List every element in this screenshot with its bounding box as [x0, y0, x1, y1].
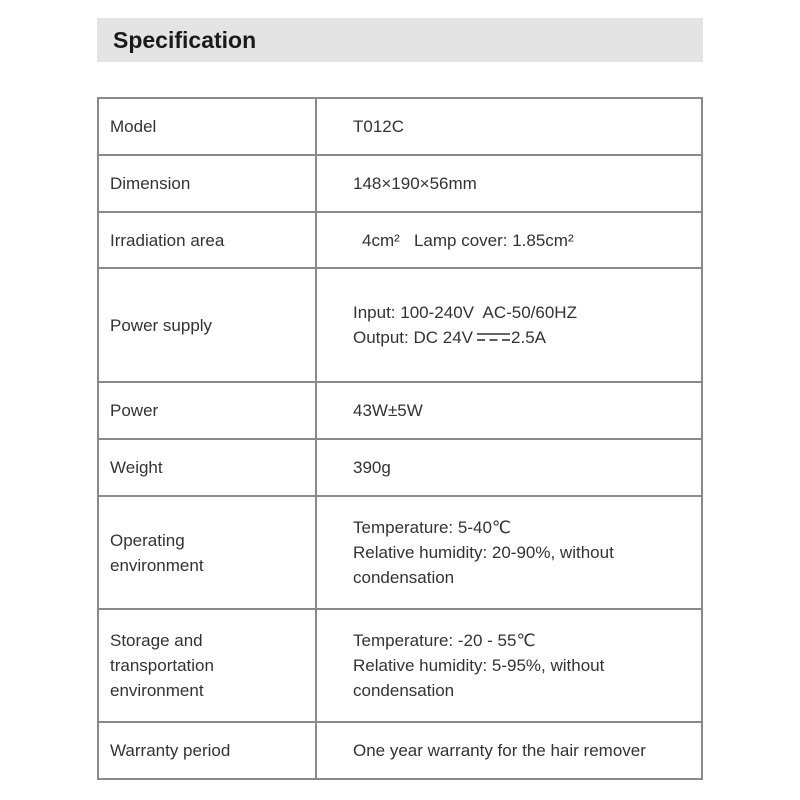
specification-title: Specification — [113, 27, 257, 53]
row-value: T012C — [316, 98, 702, 155]
row-value: Temperature: -20 - 55℃ Relative humidity: 5-95%, without condensation — [316, 609, 702, 722]
row-value: 43W±5W — [316, 382, 702, 439]
row-value: 4cm² Lamp cover: 1.85cm² — [316, 212, 702, 268]
row-label: Operating environment — [98, 496, 316, 609]
table-row-weight — [98, 439, 702, 496]
row-label: Dimension — [98, 155, 316, 212]
row-label: Power supply — [98, 268, 316, 382]
table-row-power-supply — [98, 268, 702, 382]
specification-table — [97, 97, 703, 780]
row-label: Weight — [98, 439, 316, 496]
table-row-dimension — [98, 155, 702, 212]
table-row-model — [98, 98, 702, 155]
table-row-operating-environment — [98, 496, 702, 609]
row-label: Warranty period — [98, 722, 316, 779]
row-label: Power — [98, 382, 316, 439]
row-label: Model — [98, 98, 316, 155]
row-value: 148×190×56mm — [316, 155, 702, 212]
row-label: Storage and transportation environment — [98, 609, 316, 722]
row-label: Irradiation area — [98, 212, 316, 268]
row-value: Temperature: 5-40℃ Relative humidity: 20-90%, without condensation — [316, 496, 702, 609]
table-row-power — [98, 382, 702, 439]
table-row-storage-environment — [98, 609, 702, 722]
power-output-line: Output: DC 24V 2.5A — [353, 328, 546, 347]
row-value: 390g — [316, 439, 702, 496]
row-value: Input: 100-240V AC-50/60HZ Output: DC 24V 2.5A — [316, 268, 702, 382]
specification-header-bar — [97, 18, 703, 62]
row-value: One year warranty for the hair remover — [316, 722, 702, 779]
dc-current-icon — [477, 332, 510, 342]
table-row-irradiation-area — [98, 212, 702, 268]
table-row-warranty-period — [98, 722, 702, 779]
